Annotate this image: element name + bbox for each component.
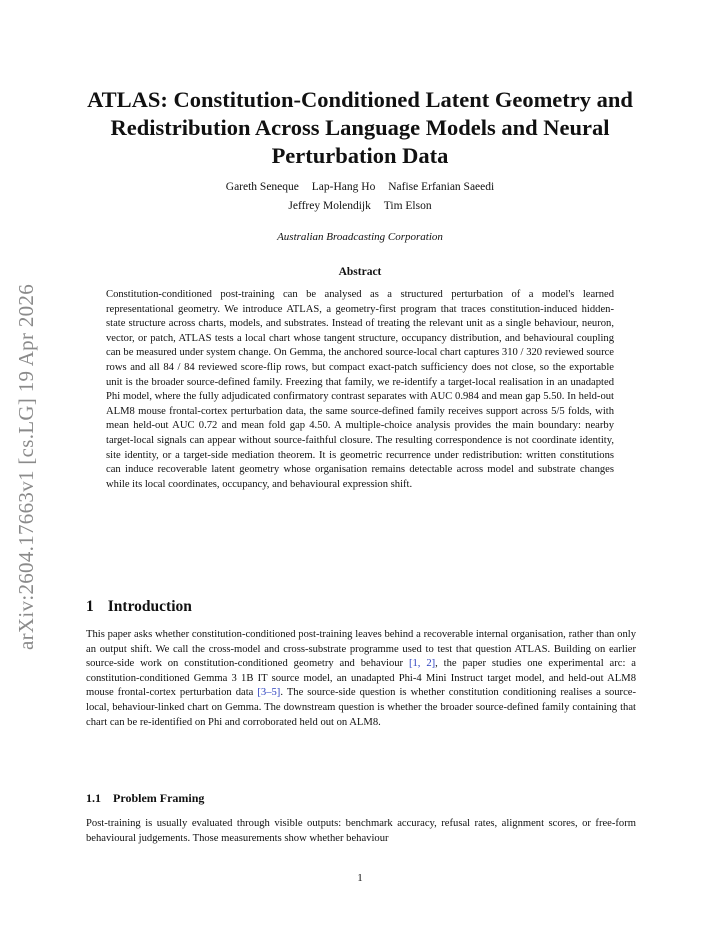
introduction-paragraph <box>86 628 636 730</box>
subsection-title: Problem Framing <box>113 791 205 805</box>
author-row-2 <box>110 197 610 216</box>
affiliation: Australian Broadcasting Corporation <box>277 231 443 243</box>
page-number: 1 <box>357 872 363 884</box>
intro-text-part: This paper asks whether constitution-conditioned post-training leaves behind a recoverable internal organisation, rather than only an output shift. We call the cross-model and cross-substrate programme used to test that question ATLAS. Building on earlier source-side work on constitution-conditioned geometry and behaviour <box>86 629 636 670</box>
problem-framing-paragraph: Post-training is usually evaluated through visible outputs: benchmark accuracy, refusal rates, alignment scores, or free-form behavioural judgements. Those measurements show whether behaviour <box>86 818 636 844</box>
citation-link[interactable]: [1, 2] <box>408 658 436 670</box>
author: Tim Elson <box>383 200 432 212</box>
author: Gareth Seneque <box>225 181 299 193</box>
subsection-heading-problem-framing <box>86 791 204 806</box>
section-title: Introduction <box>107 598 192 615</box>
author: Lap-Hang Ho <box>311 181 376 193</box>
citation-link[interactable]: [3–5] <box>257 687 281 699</box>
abstract-heading: Abstract <box>338 266 382 278</box>
subsection-number: 1.1 <box>86 791 101 805</box>
paper-title: ATLAS: Constitution-Conditioned Latent Geometry and Redistribution Across Language Models and Neural Perturbation Data <box>87 87 633 168</box>
section-number: 1 <box>86 598 94 615</box>
author: Jeffrey Molendijk <box>288 200 371 212</box>
author: Nafise Erfanian Saeedi <box>388 181 495 193</box>
author-row-1 <box>110 178 610 197</box>
author-list <box>110 178 610 216</box>
section-heading-introduction <box>86 598 192 616</box>
arxiv-identifier: arXiv:2604.17663v1 [cs.LG] 19 Apr 2026 <box>14 283 38 650</box>
intro-text-part: . The source-side question is whether constitution conditioning realises a source-local, behaviour-linked chart on Gemma. The downstream question is whether the broader source-defined family containing that chart can be re-identified on Phi and corroborated held out on ALM8. <box>86 687 636 728</box>
abstract-text: Constitution-conditioned post-training can be analysed as a structured perturbation of a model's learned representational geometry. We introduce ATLAS, a geometry-first program that traces constitution-induced hidden-state structure across charts, models, and substrates. Instead of treating the relevant unit as a single behaviour, neuron, vector, or patch, ATLAS tests a local chart whose tangent structure, occupancy distribution, and behavioural coupling can be measured under system change. On Gemma, the anchored source-local chart captures 310 / 320 reviewed source rows and all 84 / 84 reviewed score-flip rows, but compact exact-patch sufficiency does not close, so the exportable unit is the broader source-defined family. Freezing that family, we re-identify a target-local realisation in an unadapted Phi model, where the fully adjudicated confirmatory contrast separates with AUC 0.984 and mean gap 5.50. In held-out ALM8 mouse frontal-cortex perturbation data, the same source-defined family receives support across 5/5 folds, with mean held-out AUC 0.72 and mean fold gap 4.50. A multiple-choice analysis provides the main boundary: nearby target-local signals can appear without source-faithful closure. The resulting correspondence is not coordinate identity, site identity, or a target-side mediation theorem. It is geometric recurrence under redistribution: written constitutions can induce recoverable latent geometry whose organisation remains detectable across model and substrate changes while its local coordinates, occupancy, and behavioural expression shift. <box>106 289 614 490</box>
intro-text-part: , the paper studies one experimental arc: a constitution-conditioned Gemma 3 1B IT source model, an unadapted Phi-4 Mini Instruct target model, and held-out ALM8 mouse frontal-cortex perturbation data <box>86 658 636 699</box>
